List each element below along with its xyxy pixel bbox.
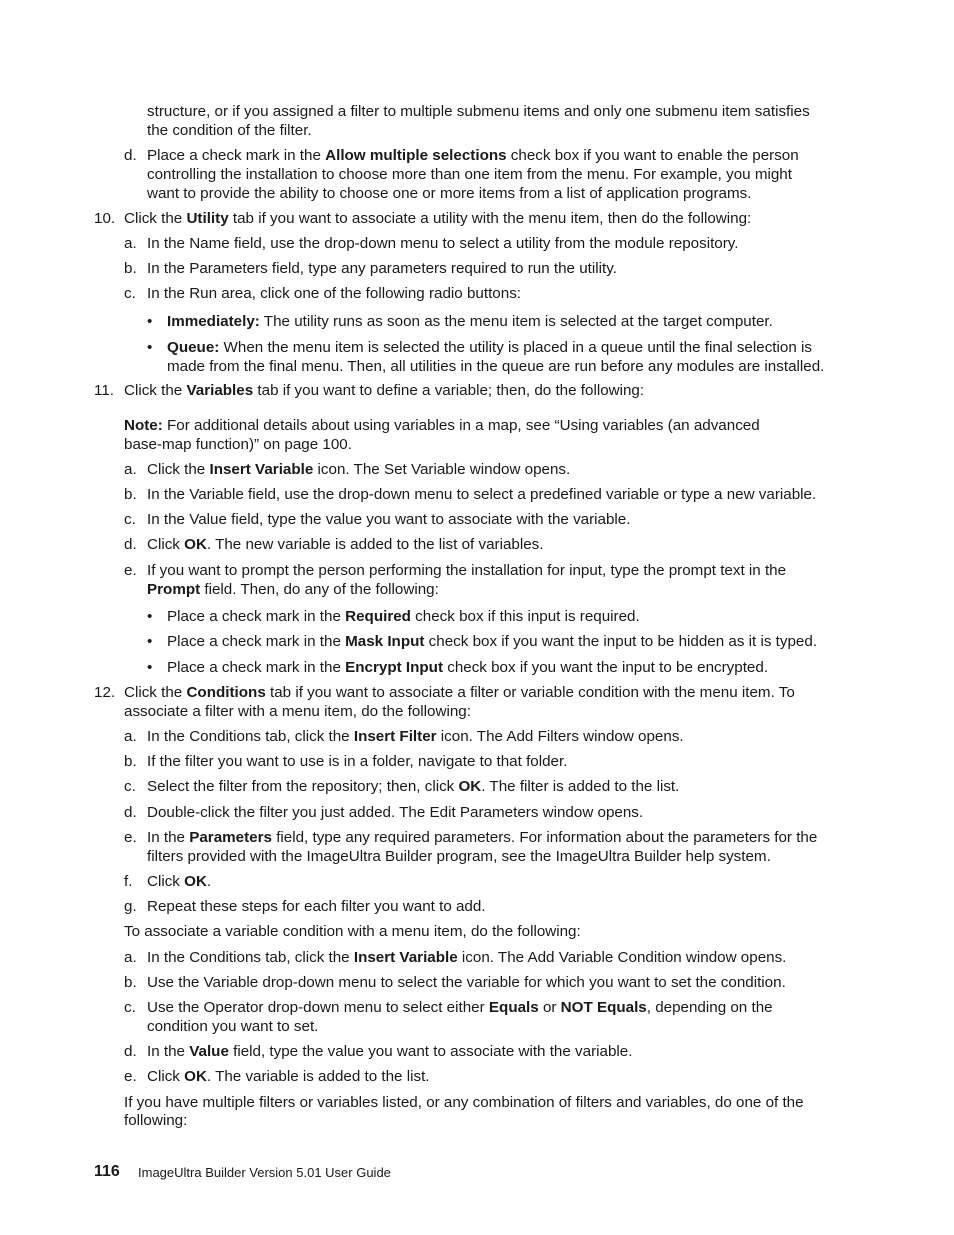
text-segment: In the — [147, 1043, 190, 1060]
text-segment: controlling the installation to choose more than one item from the menu. For example, you might — [147, 166, 792, 183]
text-segment: In the Value field, type the value you want to associate with the variable. — [147, 511, 631, 528]
text-segment: , depending on the — [646, 999, 773, 1016]
list-number: b. — [124, 974, 137, 991]
text-segment: check box if you want to enable the person — [506, 147, 799, 164]
text-line — [147, 234, 738, 253]
text-segment: base-map function)” on page 100. — [124, 436, 352, 453]
bold-term: Value — [189, 1043, 229, 1060]
text-segment: Click the — [124, 382, 187, 399]
list-number: d. — [124, 536, 137, 553]
text-segment: field, type the value you want to associate with the variable. — [228, 1043, 633, 1060]
text-line — [147, 777, 679, 796]
bold-term: Equals — [488, 999, 539, 1016]
text-line — [147, 1067, 430, 1086]
text-line — [147, 727, 684, 746]
text-line — [167, 357, 824, 376]
text-segment: icon. The Set Variable window opens. — [313, 461, 571, 478]
bold-term: Variables — [186, 382, 254, 399]
text-line — [147, 146, 799, 165]
text-segment: tab if you want to associate a utility with the menu item, then do the following: — [228, 210, 752, 227]
bold-term: Insert Variable — [209, 461, 314, 478]
text-segment: tab if you want to associate a filter or variable condition with the menu item. To — [265, 684, 795, 701]
text-line — [147, 259, 617, 278]
text-line — [147, 948, 786, 967]
bold-term: Allow multiple selections — [325, 147, 507, 164]
list-number: a. — [124, 235, 137, 252]
text-segment: Click the — [124, 684, 187, 701]
text-segment: associate a filter with a menu item, do the following: — [124, 703, 471, 720]
list-number: 11. — [94, 382, 114, 399]
list-number: c. — [124, 999, 136, 1016]
list-number: b. — [124, 486, 137, 503]
text-segment: or — [538, 999, 561, 1016]
text-segment: Place a check mark in the — [167, 659, 346, 676]
text-line — [147, 998, 773, 1017]
text-segment: check box if you want the input to be encrypted. — [443, 659, 769, 676]
text-line — [124, 435, 352, 454]
text-segment: field. Then, do any of the following: — [200, 581, 439, 598]
text-segment: In the Name field, use the drop-down menu to select a utility from the module repository. — [147, 235, 739, 252]
bold-term: OK — [458, 778, 482, 795]
text-line — [147, 284, 521, 303]
text-line — [147, 510, 630, 529]
text-segment: . — [206, 873, 212, 890]
bold-term: Utility — [186, 210, 229, 227]
list-number: c. — [124, 511, 136, 528]
bullet-marker: • — [147, 659, 153, 676]
text-line — [167, 312, 773, 331]
text-line — [147, 165, 792, 184]
text-segment: made from the final menu. Then, all utilities in the queue are run before any modules are installed. — [167, 358, 825, 375]
list-number: b. — [124, 260, 137, 277]
bullet-marker: • — [147, 313, 153, 330]
bold-term: Queue: — [167, 339, 220, 356]
text-segment: the condition of the filter. — [147, 122, 312, 139]
text-segment: In the — [147, 829, 190, 846]
text-segment: Click the — [147, 461, 210, 478]
text-segment: . The filter is added to the list. — [481, 778, 680, 795]
text-line — [124, 1093, 804, 1112]
text-segment: Click — [147, 1068, 185, 1085]
text-segment: In the Conditions tab, click the — [147, 728, 354, 745]
text-line — [167, 658, 768, 677]
text-segment: The utility runs as soon as the menu item is selected at the target computer. — [259, 313, 773, 330]
text-line — [147, 973, 786, 992]
text-segment: Click the — [124, 210, 187, 227]
text-line — [167, 632, 817, 651]
list-number: 12. — [94, 684, 116, 701]
text-segment: icon. The Add Filters window opens. — [436, 728, 684, 745]
text-segment: Place a check mark in the — [147, 147, 326, 164]
text-segment: To associate a variable condition with a menu item, do the following: — [124, 923, 581, 940]
bold-term: OK — [184, 536, 207, 553]
text-segment: following: — [124, 1112, 188, 1129]
list-number: f. — [124, 873, 133, 890]
text-line — [167, 607, 640, 626]
text-line — [124, 209, 751, 228]
text-segment: In the Conditions tab, click the — [147, 949, 354, 966]
bold-term: Immediately: — [167, 313, 260, 330]
text-segment: In the Parameters field, type any parameters required to run the utility. — [147, 260, 617, 277]
text-segment: field, type any required parameters. For information about the parameters for the — [271, 829, 818, 846]
bullet-marker: • — [147, 608, 153, 625]
list-number: g. — [124, 898, 137, 915]
text-segment: Place a check mark in the — [167, 608, 346, 625]
text-line — [124, 683, 795, 702]
text-segment: In the Variable field, use the drop-down menu to select a predefined variable or type a new variable. — [147, 486, 817, 503]
text-line — [147, 460, 570, 479]
text-segment: . The variable is added to the list. — [206, 1068, 430, 1085]
list-number: c. — [124, 778, 136, 795]
text-segment: Place a check mark in the — [167, 633, 346, 650]
text-line — [124, 1111, 187, 1130]
text-segment: If you have multiple filters or variables listed, or any combination of filters and variables, do one of the — [124, 1094, 804, 1111]
bold-term: Prompt — [147, 581, 201, 598]
text-line — [147, 184, 751, 203]
text-line — [124, 416, 760, 435]
list-number: e. — [124, 829, 137, 846]
bold-term: Note: — [124, 417, 163, 434]
page-number: 116 — [94, 1163, 120, 1180]
text-segment: Double-click the filter you just added. The Edit Parameters window opens. — [147, 804, 644, 821]
list-number: e. — [124, 562, 137, 579]
list-number: c. — [124, 285, 136, 302]
text-line — [147, 872, 211, 891]
text-segment: If the filter you want to use is in a folder, navigate to that folder. — [147, 753, 568, 770]
bold-term: Mask Input — [345, 633, 425, 650]
footer-title: ImageUltra Builder Version 5.01 User Guide — [138, 1165, 391, 1180]
text-line — [147, 1042, 632, 1061]
text-segment: When the menu item is selected the utility is placed in a queue until the final selection is — [219, 339, 812, 356]
text-segment: tab if you want to define a variable; then, do the following: — [253, 382, 645, 399]
text-segment: condition you want to set. — [147, 1018, 319, 1035]
text-segment: check box if this input is required. — [410, 608, 640, 625]
bold-term: Encrypt Input — [345, 659, 443, 676]
text-line — [147, 1017, 318, 1036]
list-number: a. — [124, 949, 137, 966]
bold-term: Parameters — [189, 829, 272, 846]
text-line — [147, 828, 817, 847]
text-line — [147, 752, 567, 771]
text-segment: If you want to prompt the person performing the installation for input, type the prompt text in the — [147, 562, 787, 579]
text-segment: structure, or if you assigned a filter to multiple submenu items and only one submenu item satisfies — [147, 103, 810, 120]
list-number: d. — [124, 804, 137, 821]
text-segment: . The new variable is added to the list of variables. — [206, 536, 544, 553]
text-line — [147, 102, 810, 121]
text-line — [147, 803, 643, 822]
text-segment: filters provided with the ImageUltra Builder program, see the ImageUltra Builder help system. — [147, 848, 771, 865]
text-segment: Repeat these steps for each filter you want to add. — [147, 898, 486, 915]
text-line — [167, 338, 812, 357]
bold-term: OK — [184, 873, 207, 890]
bold-term: Insert Filter — [353, 728, 437, 745]
list-number: d. — [124, 1043, 137, 1060]
text-segment: Select the filter from the repository; then, click — [147, 778, 459, 795]
text-line — [147, 847, 771, 866]
bullet-marker: • — [147, 339, 153, 356]
list-number: d. — [124, 147, 137, 164]
bold-term: Insert Variable — [353, 949, 458, 966]
text-segment: icon. The Add Variable Condition window opens. — [457, 949, 787, 966]
list-number: e. — [124, 1068, 137, 1085]
text-line — [147, 121, 312, 140]
bold-term: Conditions — [186, 684, 266, 701]
bold-term: OK — [184, 1068, 207, 1085]
text-line — [147, 535, 543, 554]
text-line — [147, 580, 439, 599]
text-segment: For additional details about using variables in a map, see “Using variables (an advanced — [162, 417, 760, 434]
list-number: b. — [124, 753, 137, 770]
list-number: a. — [124, 461, 137, 478]
text-segment: Use the Operator drop-down menu to select either — [147, 999, 489, 1016]
text-segment: Use the Variable drop-down menu to select the variable for which you want to set the condition. — [147, 974, 786, 991]
text-segment: In the Run area, click one of the following radio buttons: — [147, 285, 522, 302]
text-line — [147, 485, 816, 504]
text-line — [147, 897, 486, 916]
text-segment: Click — [147, 536, 185, 553]
list-number: a. — [124, 728, 137, 745]
text-segment: check box if you want the input to be hidden as it is typed. — [424, 633, 818, 650]
bullet-marker: • — [147, 633, 153, 650]
bold-term: Required — [345, 608, 411, 625]
text-segment: Click — [147, 873, 185, 890]
list-number: 10. — [94, 210, 116, 227]
text-line — [124, 702, 471, 721]
text-line — [147, 561, 786, 580]
text-line — [124, 381, 644, 400]
bold-term: NOT Equals — [560, 999, 647, 1016]
text-line — [124, 922, 581, 941]
text-segment: want to provide the ability to choose one or more items from a list of application programs. — [147, 185, 752, 202]
